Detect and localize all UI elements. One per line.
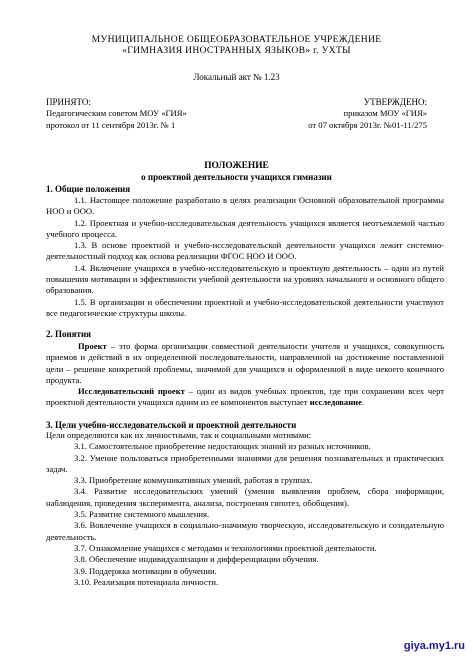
period: . — [361, 397, 365, 408]
section3-intro: Цели определяются как их личностными, так и социальными мотивами: — [46, 430, 312, 440]
section3-heading: 3. Цели учебно-исследовательской и проектной деятельности — [46, 420, 297, 430]
section1-body — [46, 195, 444, 319]
section1-heading: 1. Общие положения — [46, 184, 131, 194]
approved-order: от 07 октября 2013г. №01-11/275 — [308, 120, 427, 130]
term-research-project: Исследовательский проект — [78, 386, 185, 397]
local-act-number: Локальный акт № 1.23 — [193, 72, 280, 82]
org-name-line2: «ГИМНАЗИЯ ИНОСТРАННЫХ ЯЗЫКОВ» г. УХТЫ — [122, 45, 351, 56]
accepted-title: ПРИНЯТО: — [46, 97, 91, 107]
doc-subtitle: о проектной деятельности учащихся гимназии — [141, 172, 332, 182]
doc-title: ПОЛОЖЕНИЕ — [204, 161, 269, 171]
goal-item: 3.8. Обеспечение индивидуализации и дифференциации обучения. — [74, 554, 319, 565]
research-project-definition — [46, 386, 444, 409]
section2-body — [46, 341, 444, 409]
clause-1-3: 1.3. В основе проектной и учебно-исследовательской деятельности учащихся лежит системно-деятельностный подход как основа реализации ФГОС НОО И ООО. — [46, 240, 444, 262]
goal-item: 3.7. Ознакомление учащихся с методами и технологиями проектной деятельности. — [74, 542, 377, 553]
clause-1-2: 1.2. Проектная и учебно-исследовательская деятельность учащихся является неотъемлемой частью учебного процесса. — [46, 217, 444, 239]
clause-1-5: 1.5. В организации и обеспечении проектной и учебно-исследовательской деятельности участвуют все педагогические структуры школы. — [46, 296, 444, 318]
research-project-text: – один из видов учебных проектов, где при сохранении всех черт проектной деятельности учащихся одним из ее компонентов выступает — [46, 386, 445, 408]
goal-item: 3.2. Умение пользоваться приобретенными знаниями для решения познавательных и практических задач. — [46, 452, 444, 474]
clause-1-4: 1.4. Включение учащихся в учебно-исследовательскую и проектную деятельность – один из путей повышения мотивации и эффективности учебной деятельности на уровнях начального и основного общего образования. — [46, 262, 444, 296]
section3-body — [46, 430, 444, 588]
goal-item: 3.9. Поддержка мотивации в обучении. — [74, 565, 217, 576]
accepted-by: Педагогическим советом МОУ «ГИЯ» — [46, 108, 187, 118]
project-definition — [46, 341, 444, 386]
approved-by: приказом МОУ «ГИЯ» — [343, 108, 427, 118]
goal-item: 3.6. Вовлечение учащихся в социально-значимую творческую, исследовательскую и созидательную деятельность. — [46, 520, 444, 542]
accepted-protocol: протокол от 11 сентября 2013г. № 1 — [46, 120, 176, 130]
org-name-line1: МУНИЦИПАЛЬНОЕ ОБЩЕОБРАЗОВАТЕЛЬНОЕ УЧРЕЖДЕНИЕ — [91, 34, 382, 45]
project-definition-text: – это форма организации совместной деятельности учителя и учащихся, совокупность приемов и действий в их определенной последовательности, направленной на достижение поставленной цели – решение конкретной проблемы, значимой для учащихся и оформленной в виде некоего конечного продукта. — [46, 341, 444, 385]
site-watermark[interactable]: giya.my1.ru — [403, 640, 465, 652]
approved-title: УТВЕРЖДЕНО: — [363, 97, 427, 107]
term-project: Проект — [78, 341, 107, 351]
term-research: исследование — [309, 397, 362, 408]
goal-item: 3.5. Развитие системного мышления. — [74, 509, 210, 520]
goal-item: 3.4. Развитие исследовательских умений (умения выявления проблем, сбора информации, наблюдения, проведения эксперимента, анализа, построения гипотез, обобщения). — [46, 486, 444, 508]
section2-heading: 2. Понятия — [46, 329, 92, 339]
goal-item: 3.10. Реализация потенциала личности. — [74, 576, 219, 587]
clause-1-1: 1.1. Настоящее положение разработано в целях реализации Основной образовательной программы НОО и ООО. — [46, 195, 444, 217]
goal-item: 3.1. Самостоятельное приобретение недостающих знаний из разных источников. — [74, 441, 371, 452]
goal-item: 3.3. Приобретение коммуникативных умений, работая в группах. — [74, 475, 313, 486]
